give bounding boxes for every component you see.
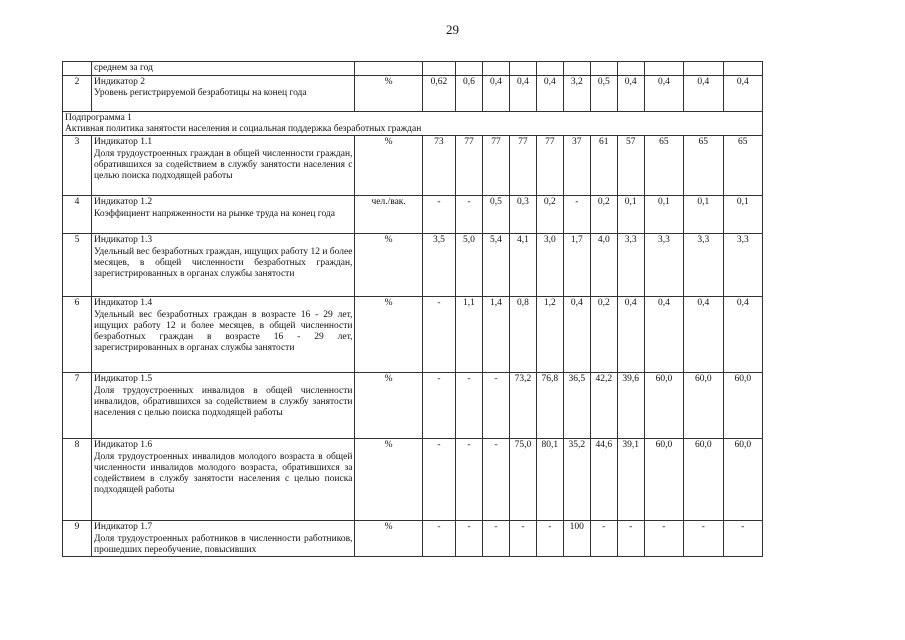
value-cell: 1,2 bbox=[536, 297, 563, 373]
value-cell: 1,7 bbox=[563, 234, 590, 297]
value-cell: 4,1 bbox=[509, 234, 536, 297]
value-cell: 39,1 bbox=[617, 439, 644, 521]
unit-cell: % bbox=[355, 234, 422, 297]
value-cell: - bbox=[482, 373, 509, 439]
value-cell: - bbox=[536, 521, 563, 557]
value-cell: - bbox=[456, 373, 483, 439]
table-row bbox=[63, 439, 763, 521]
value-cell: 0,1 bbox=[644, 196, 683, 234]
value-cell: 0,2 bbox=[536, 196, 563, 234]
unit-cell bbox=[355, 62, 422, 76]
value-cell bbox=[590, 62, 617, 76]
table-row bbox=[63, 521, 763, 557]
value-cell: 60,0 bbox=[644, 439, 683, 521]
value-cell: 37 bbox=[563, 136, 590, 196]
row-number-cell: 9 bbox=[63, 521, 92, 557]
value-cell: 0,4 bbox=[723, 76, 763, 112]
value-cell: 65 bbox=[644, 136, 683, 196]
value-cell: 5,0 bbox=[456, 234, 483, 297]
value-cell: 0,2 bbox=[590, 196, 617, 234]
table-row bbox=[63, 234, 763, 297]
value-cell bbox=[509, 62, 536, 76]
value-cell: 0,1 bbox=[617, 196, 644, 234]
value-cell: 77 bbox=[536, 136, 563, 196]
value-cell: 3,2 bbox=[563, 76, 590, 112]
table-row bbox=[63, 196, 763, 234]
row-number-cell: 4 bbox=[63, 196, 92, 234]
value-cell: 77 bbox=[482, 136, 509, 196]
row-number-cell: 6 bbox=[63, 297, 92, 373]
value-cell: 3,3 bbox=[723, 234, 763, 297]
value-cell bbox=[684, 62, 723, 76]
subprogram-row bbox=[63, 112, 763, 136]
value-cell: - bbox=[456, 521, 483, 557]
indicator-title: Индикатор 1.2 bbox=[94, 197, 153, 208]
indicator-name-cell bbox=[92, 521, 355, 557]
table-body-before-subprogram bbox=[63, 76, 763, 112]
indicator-description: Удельный вес безработных граждан в возрасте 16 - 29 лет, ищущих работу 12 и более месяцев, в общей численности безработных граждан в возрасте 16 - 29 лет, зарегистрированных в органах службы занятости bbox=[94, 309, 353, 354]
indicator-description: Коэффициент напряженности на рынке труда на конец года bbox=[94, 208, 335, 219]
value-cell: - bbox=[617, 521, 644, 557]
indicator-description: среднем за год bbox=[94, 63, 153, 73]
indicator-title: Индикатор 2 bbox=[94, 77, 145, 87]
value-cell: - bbox=[590, 521, 617, 557]
value-cell: 80,1 bbox=[536, 439, 563, 521]
unit-cell: % bbox=[355, 76, 422, 112]
unit-cell: % bbox=[355, 439, 422, 521]
indicator-name-cell bbox=[92, 373, 355, 439]
value-cell: 60,0 bbox=[723, 373, 763, 439]
value-cell: - bbox=[644, 521, 683, 557]
value-cell: - bbox=[422, 521, 455, 557]
value-cell bbox=[644, 62, 683, 76]
row-number-cell: 2 bbox=[63, 76, 92, 112]
value-cell: 0,4 bbox=[509, 76, 536, 112]
indicator-name-cell bbox=[92, 62, 355, 76]
indicator-title: Индикатор 1.3 bbox=[94, 235, 153, 246]
value-cell: 75,0 bbox=[509, 439, 536, 521]
value-cell: - bbox=[422, 439, 455, 521]
value-cell bbox=[617, 62, 644, 76]
value-cell: 0,1 bbox=[723, 196, 763, 234]
table-body-after-subprogram bbox=[63, 136, 763, 557]
value-cell: 60,0 bbox=[723, 439, 763, 521]
indicator-description: Удельный вес безработных граждан, ищущих работу 12 и более месяцев, в общей численности безработных граждан, зарегистрированных в органах службы занятости bbox=[94, 246, 353, 280]
indicator-description: Доля трудоустроенных граждан в общей численности граждан, обратившихся за содействием в службу занятости населения с целью поиска подходящей работы bbox=[94, 148, 353, 182]
value-cell: 1,1 bbox=[456, 297, 483, 373]
value-cell: 3,0 bbox=[536, 234, 563, 297]
value-cell: - bbox=[509, 521, 536, 557]
unit-cell: % bbox=[355, 297, 422, 373]
row-number-cell bbox=[63, 62, 92, 76]
value-cell: 76,8 bbox=[536, 373, 563, 439]
table-body-top bbox=[63, 62, 763, 76]
value-cell bbox=[482, 62, 509, 76]
value-cell: 0,5 bbox=[482, 196, 509, 234]
indicator-title: Индикатор 1.1 bbox=[94, 137, 153, 148]
value-cell: 0,4 bbox=[644, 297, 683, 373]
value-cell: 60,0 bbox=[684, 439, 723, 521]
row-number-cell: 5 bbox=[63, 234, 92, 297]
value-cell bbox=[536, 62, 563, 76]
indicator-description: Уровень регистрируемой безработицы на конец года bbox=[94, 88, 307, 99]
row-number-cell: 3 bbox=[63, 136, 92, 196]
value-cell: 5,4 bbox=[482, 234, 509, 297]
indicator-description: Доля трудоустроенных инвалидов молодого возраста в общей численности инвалидов молодого возраста, обратившихся за содействием в службу занятости населения с целью поиска подходящей работы bbox=[94, 451, 353, 496]
value-cell: 57 bbox=[617, 136, 644, 196]
value-cell: - bbox=[723, 521, 763, 557]
value-cell: 0,4 bbox=[644, 76, 683, 112]
indicator-name-cell bbox=[92, 136, 355, 196]
table-body-subprogram bbox=[63, 112, 763, 136]
value-cell: - bbox=[482, 521, 509, 557]
row-number-cell: 8 bbox=[63, 439, 92, 521]
value-cell: 65 bbox=[723, 136, 763, 196]
indicator-title: Индикатор 1.5 bbox=[94, 374, 153, 385]
value-cell: 73,2 bbox=[509, 373, 536, 439]
value-cell: 35,2 bbox=[563, 439, 590, 521]
value-cell bbox=[723, 62, 763, 76]
unit-cell: % bbox=[355, 521, 422, 557]
value-cell: 77 bbox=[509, 136, 536, 196]
value-cell: 0,1 bbox=[684, 196, 723, 234]
value-cell: 61 bbox=[590, 136, 617, 196]
value-cell: 0,4 bbox=[617, 76, 644, 112]
value-cell: 44,6 bbox=[590, 439, 617, 521]
value-cell: 0,5 bbox=[590, 76, 617, 112]
value-cell: 0,4 bbox=[536, 76, 563, 112]
indicator-name-cell bbox=[92, 297, 355, 373]
value-cell: 3,3 bbox=[644, 234, 683, 297]
value-cell: 0,8 bbox=[509, 297, 536, 373]
value-cell: 36,5 bbox=[563, 373, 590, 439]
value-cell bbox=[563, 62, 590, 76]
indicator-title: Индикатор 1.4 bbox=[94, 298, 153, 309]
value-cell: - bbox=[456, 439, 483, 521]
value-cell: 0,4 bbox=[617, 297, 644, 373]
indicator-name-cell bbox=[92, 439, 355, 521]
value-cell: 0,3 bbox=[509, 196, 536, 234]
value-cell: 1,4 bbox=[482, 297, 509, 373]
indicator-name-cell bbox=[92, 234, 355, 297]
value-cell bbox=[422, 62, 455, 76]
unit-cell: % bbox=[355, 136, 422, 196]
row-number-cell: 7 bbox=[63, 373, 92, 439]
page-number: 29 bbox=[446, 22, 459, 37]
value-cell: 60,0 bbox=[644, 373, 683, 439]
table-row bbox=[63, 297, 763, 373]
indicator-description: Доля трудоустроенных работников в численности работников, прошедших переобучение, повысивших bbox=[94, 533, 353, 555]
table-row bbox=[63, 136, 763, 196]
table-row bbox=[63, 76, 763, 112]
value-cell bbox=[456, 62, 483, 76]
value-cell: 0,4 bbox=[563, 297, 590, 373]
value-cell: 100 bbox=[563, 521, 590, 557]
value-cell: 73 bbox=[422, 136, 455, 196]
subprogram-title: Подпрограмма 1 bbox=[65, 113, 132, 123]
value-cell: 3,5 bbox=[422, 234, 455, 297]
indicator-name-cell bbox=[92, 196, 355, 234]
unit-cell: % bbox=[355, 373, 422, 439]
indicators-table bbox=[62, 61, 763, 557]
value-cell: 65 bbox=[684, 136, 723, 196]
value-cell: - bbox=[482, 439, 509, 521]
value-cell: - bbox=[563, 196, 590, 234]
value-cell: 0,6 bbox=[456, 76, 483, 112]
subprogram-cell bbox=[63, 112, 763, 136]
indicator-description: Доля трудоустроенных инвалидов в общей численности инвалидов, обратившихся за содействием в службу занятости населения с целью поиска подходящей работы bbox=[94, 385, 353, 419]
value-cell: 77 bbox=[456, 136, 483, 196]
value-cell: 0,4 bbox=[684, 76, 723, 112]
value-cell: 42,2 bbox=[590, 373, 617, 439]
value-cell: 0,2 bbox=[590, 297, 617, 373]
value-cell: 0,62 bbox=[422, 76, 455, 112]
indicator-title: Индикатор 1.7 bbox=[94, 522, 153, 533]
indicator-name-cell bbox=[92, 76, 355, 112]
value-cell: 0,4 bbox=[723, 297, 763, 373]
table-row bbox=[63, 62, 763, 76]
value-cell: 0,4 bbox=[684, 297, 723, 373]
value-cell: 3,3 bbox=[617, 234, 644, 297]
value-cell: - bbox=[456, 196, 483, 234]
value-cell: 3,3 bbox=[684, 234, 723, 297]
table-row bbox=[63, 373, 763, 439]
value-cell: 39,6 bbox=[617, 373, 644, 439]
subprogram-description: Активная политика занятости населения и социальная поддержка безработных граждан bbox=[65, 124, 422, 135]
value-cell: - bbox=[422, 373, 455, 439]
value-cell: 4,0 bbox=[590, 234, 617, 297]
value-cell: - bbox=[684, 521, 723, 557]
unit-cell: чел./вак. bbox=[355, 196, 422, 234]
value-cell: - bbox=[422, 196, 455, 234]
indicator-title: Индикатор 1.6 bbox=[94, 440, 153, 451]
value-cell: - bbox=[422, 297, 455, 373]
value-cell: 0,4 bbox=[482, 76, 509, 112]
value-cell: 60,0 bbox=[684, 373, 723, 439]
